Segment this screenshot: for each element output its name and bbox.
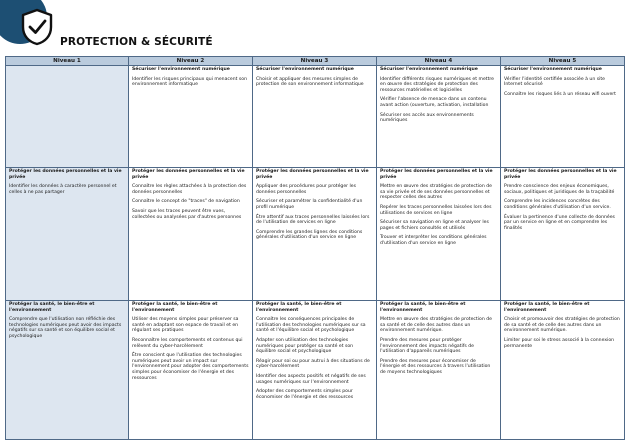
table-cell — [501, 66, 625, 168]
cell-paragraph: Reconnaître les comportements et contenus qui relèvent du cyber-harcèlement — [132, 337, 243, 349]
cell-paragraph: Mettre en œuvre des stratégies de protection de sa santé et de celle des autres dans un environnement numérique. — [380, 317, 492, 334]
cell-title: Protéger la santé, le bien-être et l'environnement — [9, 302, 95, 313]
cell-paragraph: Adapter son utilisation des technologies numériques pour protéger sa santé et son équilibre social et psychologique — [256, 337, 354, 355]
cell-paragraph: Identifier les risques principaux qui menacent son environnement informatique — [132, 76, 248, 88]
cell-paragraph: Comprendre les incidences concrètes des conditions générales d'utilisation d'un service. — [504, 199, 611, 210]
cell-paragraph: Réagir pour soi ou pour autrui à des situations de cyber-harcèlement — [256, 358, 370, 370]
cell-title: Sécuriser l'environnement numérique — [256, 67, 354, 72]
cell-paragraph: Connaître les risques liés à un réseau wifi ouvert — [504, 91, 616, 97]
table-cell — [129, 168, 253, 301]
table-row — [6, 66, 625, 168]
cell-title: Protéger la santé, le bien-être et l'environnement — [256, 302, 342, 313]
cell-paragraph: Savoir que les traces peuvent être vues, collectées ou analysées par d'autres personnes — [132, 208, 242, 220]
table-header-row — [6, 57, 625, 66]
cell-paragraph: Mettre en œuvre des stratégies de protection de sa vie privée et de ses données personnelles et respecter celles des autres — [380, 184, 492, 201]
cell-paragraph: Identifier différents risques numériques et mettre en œuvre des stratégies de protection des ressources matérielles et logicielles — [380, 76, 494, 93]
cell-title: Protéger les données personnelles et la vie privée — [256, 169, 369, 180]
cell-title: Protéger les données personnelles et la vie privée — [132, 169, 245, 180]
cell-paragraph: Prendre des mesures pour protéger l'environnement des impacts négatifs de l'utilisation d'appareils numériques — [380, 337, 475, 355]
cell-paragraph: Identifier des aspects positifs et négatifs de ses usages numériques sur l'environnement — [256, 373, 366, 385]
table-cell — [377, 66, 501, 168]
cell-paragraph: Connaître le concept de "traces" de navigation — [132, 199, 240, 205]
cell-paragraph: Comprendre que l'utilisation non réfléchie des technologies numériques peut avoir des impacts négatifs sur sa santé et son équilibre social et psychologique — [9, 317, 122, 339]
cell-paragraph: Choisir et promouvoir des stratégies de protection de sa santé et de celle des autres dans un environnement numérique. — [504, 317, 620, 334]
cell-paragraph: Connaître les règles attachées à la protection des données personnelles — [132, 184, 247, 195]
cell-paragraph: Sécuriser et paramétrer la confidentialité d'un profil numérique — [256, 199, 363, 210]
table-cell — [377, 168, 501, 301]
table-row — [6, 301, 625, 440]
cell-paragraph: Utiliser des moyens simples pour préserver sa santé en adaptant son espace de travail et en régulant ses pratiques — [132, 317, 239, 334]
cell-title: Sécuriser l'environnement numérique — [380, 67, 478, 72]
table-cell — [129, 301, 253, 440]
cell-paragraph: Prendre des mesures pour économiser de l'énergie et des ressources à travers l'utilisation de moyens technologiques — [380, 358, 491, 375]
table-cell — [377, 301, 501, 440]
column-header: Niveau 4 — [377, 57, 501, 66]
cell-title: Protéger la santé, le bien-être et l'environnement — [380, 302, 466, 313]
cell-paragraph: Trouver et interpréter les conditions générales d'utilisation d'un service en ligne — [380, 235, 487, 246]
cell-title: Protéger les données personnelles et la vie privée — [9, 169, 122, 180]
table-cell — [6, 301, 129, 440]
column-header: Niveau 2 — [129, 57, 253, 66]
cell-paragraph: Sécuriser sa navigation en ligne et analyser les pages et fichiers consultés et utilisés — [380, 220, 489, 231]
column-header: Niveau 5 — [501, 57, 625, 66]
table-cell — [501, 301, 625, 440]
cell-title: Protéger les données personnelles et la vie privée — [380, 169, 493, 180]
cell-paragraph: Évaluer la pertinence d'une collecte de données par un service en ligne et en comprendre les finalités — [504, 214, 615, 231]
cell-paragraph: Vérifier l'identité certifiée associée à un site Internet sécurisé — [504, 76, 605, 88]
cell-title: Protéger la santé, le bien-être et l'environnement — [132, 302, 218, 313]
shield-check-icon — [20, 8, 54, 46]
cell-paragraph: Repérer les traces personnelles laissées lors des utilisations de services en ligne — [380, 204, 492, 216]
table-cell — [253, 301, 377, 440]
cell-title: Sécuriser l'environnement numérique — [504, 67, 602, 72]
page-header — [0, 0, 630, 56]
table-cell — [129, 66, 253, 168]
cell-title: Protéger la santé, le bien-être et l'environnement — [504, 302, 590, 313]
table-cell — [253, 66, 377, 168]
page-title: PROTECTION & SÉCURITÉ — [60, 36, 213, 48]
table-cell — [253, 168, 377, 301]
cell-paragraph: Sécuriser ses accès aux environnements numériques — [380, 112, 474, 124]
cell-paragraph: Appliquer des procédures pour protéger les données personnelles — [256, 184, 357, 195]
cell-title: Sécuriser l'environnement numérique — [132, 67, 230, 72]
column-header: Niveau 1 — [6, 57, 129, 66]
column-header: Niveau 3 — [253, 57, 377, 66]
cell-paragraph: Vérifier l'absence de menace dans un contenu avant action (ouverture, activation, installation — [380, 97, 489, 108]
table-cell — [501, 168, 625, 301]
cell-paragraph: Être attentif aux traces personnelles laissées lors de l'utilisation de services en ligne — [256, 214, 370, 226]
table-row — [6, 168, 625, 301]
competency-table — [5, 56, 625, 440]
cell-paragraph: Être conscient que l'utilisation des technologies numériques peut avoir un impact sur l'environnement pour adopter des comportements simples pour économiser de l'énergie et des ressources — [132, 353, 249, 381]
cell-paragraph: Connaître les conséquences principales de l'utilisation des technologies numériques sur sa santé et l'équilibre social et psychologique — [256, 317, 366, 334]
table-cell — [6, 66, 129, 168]
cell-paragraph: Identifier les données à caractère personnel et celles à ne pas partager — [9, 184, 117, 195]
cell-paragraph: Prendre conscience des enjeux économiques, sociaux, politiques et juridiques de la traçabilité — [504, 184, 615, 195]
table-cell — [6, 168, 129, 301]
cell-paragraph: Limiter pour soi le stress associé à la connexion permanente — [504, 337, 615, 349]
cell-title: Protéger les données personnelles et la vie privée — [504, 169, 617, 180]
cell-paragraph: Comprendre les grandes lignes des conditions générales d'utilisation d'un service en ligne — [256, 229, 363, 241]
cell-paragraph: Choisir et appliquer des mesures simples de protection de son environnement informatique — [256, 76, 364, 88]
cell-paragraph: Adopter des comportements simples pour économiser de l'énergie et des ressources — [256, 389, 354, 400]
